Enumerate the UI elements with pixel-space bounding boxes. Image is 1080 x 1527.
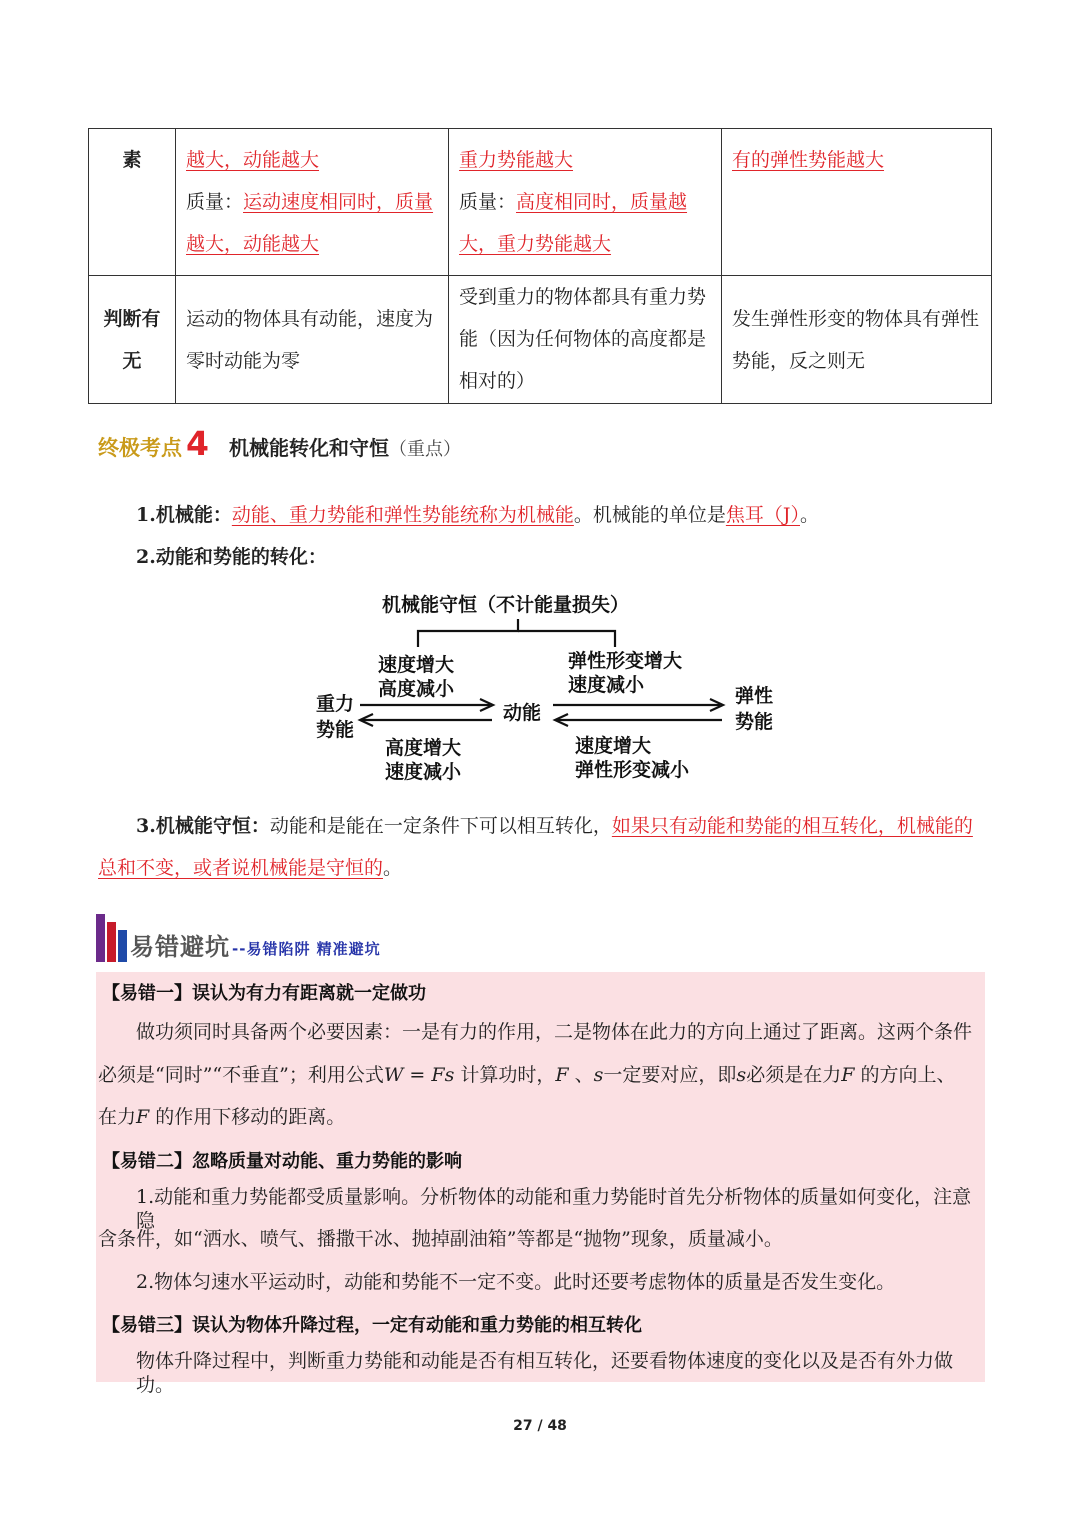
cell-text: 质量：: [459, 191, 517, 213]
cell-text: 发生弹性形变的物体具有弹性势能，反之则无: [732, 307, 980, 372]
table-cell: [449, 276, 722, 404]
mistakes-subtitle: --易错陷阱 精准避坑: [232, 940, 381, 958]
table-cell: [176, 276, 449, 404]
mistake-1-title: 【易错一】误认为有力有距离就一定做功: [102, 983, 426, 1004]
books-icon: [96, 912, 130, 962]
energy-conversion-diagram: [300, 585, 800, 790]
page-number: 27 / 48: [513, 1418, 567, 1434]
para-red-text: 如果只有动能和势能的相互转化，机械能的总和不变，或者说机械能是守恒的: [98, 815, 973, 879]
mistake-1-line: 必须是“同时”“不垂直”；利用公式W = Fs 计算功时，F 、s一定要对应，即s必须是在力F 的方向上、: [98, 1064, 956, 1086]
mistake-2-line: 含条件，如“洒水、喷气、播撒干冰、抛掉副油箱”等都是“抛物”现象，质量减小。: [98, 1228, 783, 1250]
diagram-label-a2: 高度增大 速度减小: [385, 737, 462, 783]
row-header: 素: [89, 129, 176, 276]
mistake-3-title: 【易错三】误认为物体升降过程，一定有动能和重力势能的相互转化: [102, 1315, 642, 1336]
cell-text: 有的弹性势能越大: [732, 149, 885, 171]
para-label: 2.动能和势能的转化：: [136, 546, 327, 568]
cell-text: 受到重力的物体都具有重力势能（因为任何物体的高度都是相对的）: [459, 286, 707, 392]
formula: W = Fs: [383, 1064, 455, 1086]
cell-text: 越大，动能越大: [186, 149, 320, 171]
para-label: 1.机械能：: [136, 504, 232, 526]
diagram-label-a1: 速度增大 高度减小: [378, 654, 455, 700]
para-red-text: 动能、重力势能和弹性势能统称为机械能: [231, 504, 574, 526]
cell-text: 高度相同时，质量越大，重力势能越大: [459, 191, 688, 255]
paragraph-conversion: [98, 536, 986, 578]
diagram-label-a4: 速度增大 弹性形变减小: [575, 735, 690, 781]
para-label: 3.机械能守恒：: [136, 815, 270, 837]
table-cell: [722, 276, 992, 404]
section-title: 机械能转化和守恒: [228, 436, 389, 460]
table-row: [89, 276, 992, 404]
diagram-label-a3: 弹性形变增大 速度减小: [568, 650, 683, 696]
mistake-3-line: 物体升降过程中，判断重力势能和动能是否有相互转化，还要看物体速度的变化以及是否有外力做功。: [136, 1350, 954, 1396]
diagram-elastic-pe: 弹性 势能: [735, 685, 774, 733]
energy-table: [88, 128, 992, 404]
para-unit: 焦耳（J）: [725, 504, 800, 526]
diagram-gravitational-pe: 重力 势能: [316, 693, 355, 741]
section-label: 终极考点: [98, 436, 182, 460]
mistakes-header: [96, 912, 381, 962]
mistakes-title: 易错避坑: [130, 933, 230, 961]
diagram-kinetic: 动能: [503, 702, 542, 724]
mistake-2-line: 1.动能和重力势能都受质量影响。分析物体的动能和重力势能时首先分析物体的质量如何变化，注意隐: [136, 1186, 972, 1232]
cell-text: 运动的物体具有动能，速度为零时动能为零: [186, 307, 434, 372]
para-text: 。机械能的单位是: [573, 504, 726, 526]
para-text: 动能和是能在一定条件下可以相互转化，: [269, 815, 612, 837]
diagram-lines: [300, 585, 800, 790]
paragraph-conservation: 3.机械能守恒：动能和是能在一定条件下可以相互转化，如果只有动能和势能的相互转化，机械能的总和不变，或者说机械能是守恒的。: [98, 815, 973, 879]
mistake-2-line: 2.物体匀速水平运动时，动能和势能不一定不变。此时还要考虑物体的质量是否发生变化。: [136, 1271, 896, 1293]
cell-text: 重力势能越大: [459, 149, 574, 171]
table-row: [89, 129, 992, 276]
cell-text: 运动速度相同时，质量越大，动能越大: [186, 191, 434, 255]
row-header: 判断有无: [89, 276, 176, 404]
section-number: 4: [186, 424, 209, 463]
table-cell: [449, 129, 722, 276]
table-cell: [176, 129, 449, 276]
mistake-1-line: 在力F 的作用下移动的距离。: [98, 1106, 346, 1128]
mistakes-box: [96, 972, 985, 1396]
diagram-top-label: 机械能守恒（不计能量损失）: [382, 594, 630, 616]
mistake-1-line: 做功须同时具备两个必要因素：一是有力的作用，二是物体在此力的方向上通过了距离。这两个条件: [136, 1021, 973, 1043]
table-cell: [722, 129, 992, 276]
section-tag: （重点）: [388, 439, 461, 460]
section-heading: [98, 424, 461, 463]
mistake-2-title: 【易错二】忽略质量对动能、重力势能的影响: [102, 1151, 462, 1172]
cell-text: 质量：: [186, 191, 244, 213]
paragraph-mechanical-energy: 1.机械能：动能、重力势能和弹性势能统称为机械能。机械能的单位是焦耳（J）。: [136, 504, 820, 526]
